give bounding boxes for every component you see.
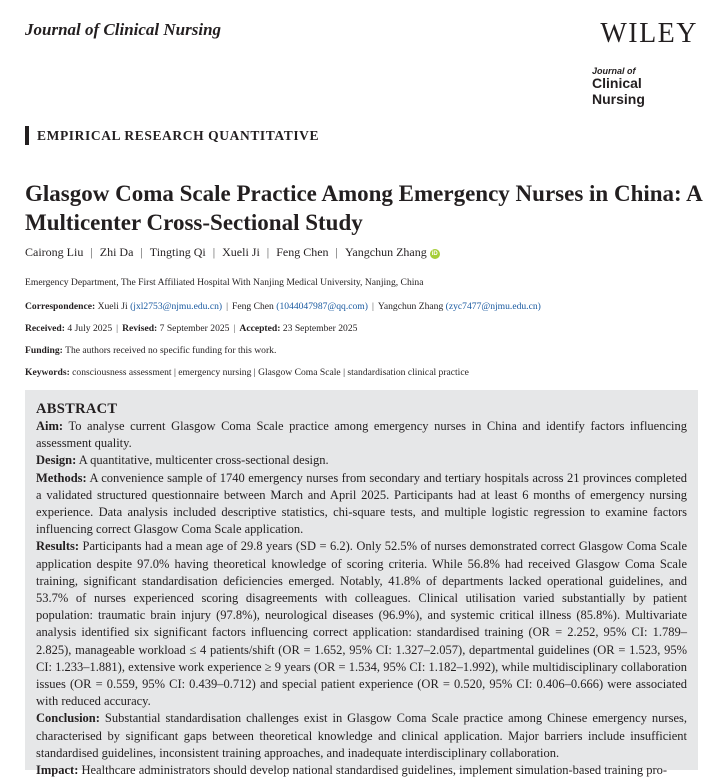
author-separator: | — [90, 245, 93, 259]
separator: | — [226, 301, 228, 312]
author-separator: | — [140, 245, 143, 259]
abstract-results — [36, 538, 687, 710]
conclusion-text: Substantial standardisation challenges exist in Glasgow Coma Scale practice among Chinese emergency nurses, characterised by significant gaps between theoretical knowledge and clinical application. Major barriers include insufficient standardised guidelines, inconsistent training approaches, and inadequate interdisciplinary collaboration. — [36, 711, 687, 760]
publisher-logo[interactable]: WILEY — [600, 18, 698, 49]
abstract-conclusion — [36, 710, 687, 762]
abstract-box — [25, 390, 698, 778]
affiliation: Emergency Department, The First Affiliated Hospital With Nanjing Medical University, Nanjing, China — [25, 277, 424, 288]
accepted-date: 23 September 2025 — [282, 323, 358, 334]
journal-logo-big: Clinical Nursing — [592, 75, 645, 107]
article-dates — [25, 323, 357, 334]
correspondence — [25, 301, 541, 312]
design-label: Design: — [36, 453, 77, 468]
abstract-methods — [36, 470, 687, 539]
abstract-design — [36, 452, 687, 469]
separator: | — [116, 323, 119, 334]
impact-text: Healthcare administrators should develop national standardised guidelines, implement simulation-based training pro- — [81, 763, 668, 778]
accepted-label: Accepted: — [239, 323, 281, 334]
author[interactable]: Tingting Qi — [149, 245, 206, 259]
design-text: A quantitative, multicenter cross-sectional design. — [78, 453, 329, 468]
separator: | — [371, 301, 374, 312]
author[interactable]: Yangchun Zhang — [344, 245, 427, 259]
author-separator: | — [212, 245, 216, 259]
results-text: Participants had a mean age of 29.8 years (SD = 6.2). Only 52.5% of nurses demonstrated correct Glasgow Coma Scale application despite 97.0% having theoretical knowledge of scoring criteria. While 56.8% had received Glasgow Coma Scale training, significant standardisation deficiencies emerged. Notably, 41.8% of departments lacked operational guidelines, and 53.7% of nurses experienced scoring disagreements with colleagues. Clinical utilisation varied substantially by patient population: traumatic brain injury (97.8%), neurological diseases (96.9%), and systemic critical illness (85.8%). Multivariate analysis identified six significant factors influencing correct application: standardised training (OR = 2.252, 95% CI: 1.789–2.825), manageable workload ≤ 4 patients/shift (OR = 1.652, 95% CI: 1.327–2.057), departmental guidelines (OR = 1.523, 95% CI: 1.233–1.881), extensive work experience ≥ 9 years (OR = 1.534, 95% CI: 1.182–1.992), while multidisciplinary collaboration issues (OR = 0.559, 95% CI: 0.439–0.712) and special patient experience (OR = 0.520, 95% CI: 0.406–0.666) were associated with reduced accuracy. — [36, 539, 688, 709]
correspondent-name: Yangchun Zhang — [377, 301, 444, 312]
author[interactable]: Xueli Ji — [222, 245, 260, 259]
received-label: Received: — [25, 323, 65, 334]
received-date: 4 July 2025 — [67, 323, 113, 334]
author-separator: | — [335, 245, 338, 259]
funding — [25, 345, 276, 356]
abstract-aim — [36, 418, 687, 452]
article-type-label: EMPIRICAL RESEARCH QUANTITATIVE — [25, 126, 319, 145]
abstract-heading: ABSTRACT — [36, 401, 118, 417]
correspondent-email[interactable]: (zyc7477@njmu.edu.cn) — [445, 301, 541, 312]
author[interactable]: Zhi Da — [99, 245, 134, 259]
revised-label: Revised: — [122, 323, 158, 334]
conclusion-label: Conclusion: — [36, 711, 100, 726]
journal-name: Journal of Clinical Nursing — [25, 20, 222, 39]
author[interactable]: Cairong Liu — [25, 245, 84, 259]
orcid-icon[interactable]: iD — [431, 251, 438, 257]
keywords-label: Keywords: — [25, 367, 70, 378]
author-list — [25, 245, 440, 260]
separator: | — [233, 323, 236, 334]
aim-text: To analyse current Glasgow Coma Scale practice among emergency nurses in China and identify factors influencing assessment quality. — [36, 419, 687, 451]
aim-label: Aim: — [36, 419, 64, 433]
methods-text: A convenience sample of 1740 emergency nurses from secondary and tertiary hospitals across 21 provinces completed a validated structured questionnaire between March and April 2025. Participants had at least 6 months of emergency nursing experience. Data analysis included descriptive statistics, chi-square tests, and multiple logistic regression to examine factors influencing correct Glasgow Coma Scale application. — [36, 470, 687, 537]
author[interactable]: Feng Chen — [276, 245, 329, 259]
keywords — [25, 367, 469, 378]
funding-label: Funding: — [25, 345, 63, 356]
correspondent-name: Feng Chen — [232, 301, 274, 312]
correspondent-email[interactable]: (1044047987@qq.com) — [276, 301, 368, 312]
keywords-text: consciousness assessment | emergency nursing | Glasgow Coma Scale | standardisation clinical practice — [72, 367, 469, 378]
results-label: Results: — [36, 539, 80, 554]
article-title: Glasgow Coma Scale Practice Among Emergency Nurses in China: A Multicenter Cross-Sectional Study — [25, 181, 702, 235]
correspondent-email[interactable]: (jxl2753@njmu.edu.cn) — [130, 301, 223, 312]
impact-label: Impact: — [36, 763, 79, 778]
correspondent-name: Xueli Ji — [97, 301, 128, 312]
journal-logo[interactable] — [592, 66, 698, 107]
correspondence-label: Correspondence: — [25, 301, 96, 312]
methods-label: Methods: — [36, 470, 87, 485]
journal-logo-small: Journal of — [592, 66, 636, 76]
revised-date: 7 September 2025 — [159, 323, 230, 334]
funding-text: The authors received no specific funding for this work. — [65, 345, 277, 356]
author-separator: | — [266, 245, 270, 259]
